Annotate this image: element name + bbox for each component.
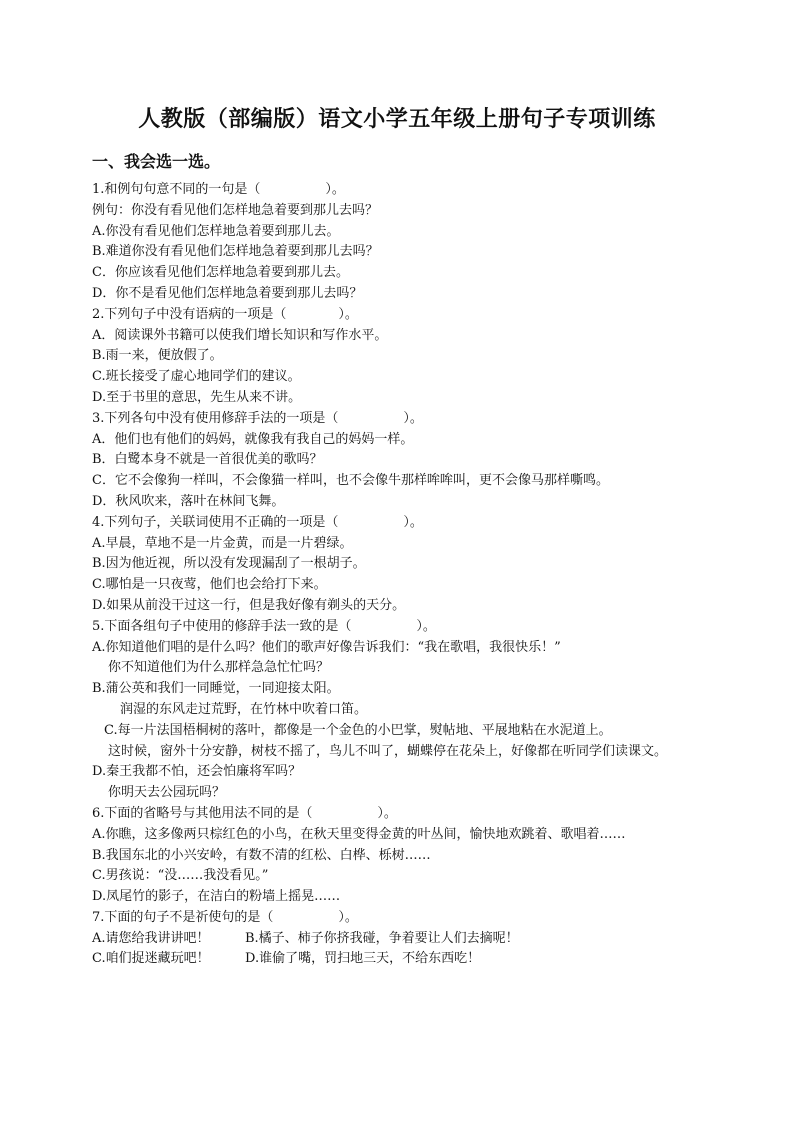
- question-5-option-a-line1: A.你知道他们唱的是什么吗？他们的歌声好像告诉我们：“我在歌唱，我很快乐！”: [92, 639, 561, 655]
- question-7-stem: 7.下面的句子不是祈使句的是（ ）。: [92, 909, 358, 925]
- question-3-option-d: D．秋风吹来，落叶在林间飞舞。: [92, 493, 285, 509]
- question-1-option-d: D．你不是看见他们怎样地急着要到那儿去吗？: [92, 285, 363, 301]
- question-3-option-a: A．他们也有他们的妈妈，就像我有我自己的妈妈一样。: [92, 431, 414, 447]
- question-1-option-b: B.难道你没有看见他们怎样地急着要到那儿去吗？: [92, 244, 379, 260]
- question-2-option-c: C.班长接受了虚心地同学们的建议。: [92, 369, 301, 385]
- question-7-option-d: D.谁偷了嘴，罚扫地三天，不给东西吃！: [245, 951, 481, 967]
- question-5-option-d-line1: D.秦王我都不怕，还会怕廉将军吗？: [92, 764, 302, 780]
- section-heading: 一、我会选一选。: [92, 152, 221, 171]
- question-5-option-a-line2: 你不知道他们为什么那样急急忙忙吗？: [108, 660, 330, 676]
- question-5-option-c-line2: 这时候，窗外十分安静，树枝不摇了，鸟儿不叫了，蝴蝶停在花朵上，好像都在听同学们读课文。: [108, 743, 668, 759]
- question-4-option-d: D.如果从前没干过这一行，但是我好像有剃头的天分。: [92, 597, 406, 613]
- question-1-option-c: C．你应该看见他们怎样地急着要到那儿去。: [92, 265, 349, 281]
- question-6-option-c: C.男孩说：“没……我没看见。”: [92, 868, 269, 884]
- question-4-option-c: C.哪怕是一只夜莺，他们也会给打下来。: [92, 577, 327, 593]
- page-title: 人教版（部编版）语文小学五年级上册句子专项训练: [138, 106, 656, 132]
- question-4-option-a: A.早晨，草地不是一片金黄，而是一片碧绿。: [92, 535, 353, 551]
- question-3-stem: 3.下列各句中没有使用修辞手法的一项是（ ）。: [92, 410, 423, 426]
- question-1-stem: 1.和例句句意不同的一句是（ ）。: [92, 182, 345, 197]
- question-4-stem: 4.下列句子，关联词使用不正确的一项是（ ）。: [92, 514, 423, 530]
- question-7-options-row-1: [92, 929, 732, 950]
- question-5-option-d-line2: 你明天去公园玩吗？: [108, 785, 226, 801]
- question-2-stem: 2.下列句子中没有语病的一项是（ ）。: [92, 306, 358, 322]
- question-7-option-b: B.橘子、柿子你挤我碰，争着要让人们去摘呢！: [245, 930, 519, 946]
- question-2-option-b: B.雨一来，便放假了。: [92, 348, 223, 364]
- question-1-example: 例句：你没有看见他们怎样地急着要到那儿去吗？: [92, 202, 379, 218]
- question-4-option-b: B.因为他近视，所以没有发现漏刮了一根胡子。: [92, 556, 366, 572]
- question-5-option-b-line1: B.蒲公英和我们一同睡觉，一同迎接太阳。: [92, 681, 340, 697]
- question-6-option-a: A.你瞧，这多像两只棕红色的小鸟，在秋天里变得金黄的叶丛间，愉快地欢跳着、歌唱着……: [92, 826, 626, 842]
- question-6-option-d: D.凤尾竹的影子，在洁白的粉墙上摇晃……: [92, 889, 341, 905]
- question-3-option-b: B．白鹭本身不就是一首很优美的歌吗？: [92, 452, 323, 468]
- question-5-stem: 5.下面各组句子中使用的修辞手法一致的是（ ）。: [92, 618, 436, 634]
- question-6-stem: 6.下面的省略号与其他用法不同的是（ ）。: [92, 805, 397, 821]
- question-6-option-b: B.我国东北的小兴安岭，有数不清的红松、白桦、栎树……: [92, 847, 431, 863]
- question-1-option-a: A.你没有看见他们怎样地急着要到那儿去。: [92, 223, 340, 239]
- question-7-options-row-2: [92, 949, 732, 970]
- question-7-option-a: A.请您给我讲讲吧！: [92, 930, 210, 946]
- question-2-option-d: D.至于书里的意思，先生从来不讲。: [92, 389, 302, 405]
- question-7-option-c: C.咱们捉迷藏玩吧！: [92, 951, 210, 967]
- question-5-option-c-line1: C.每一片法国梧桐树的落叶，都像是一个金色的小巴掌，熨帖地、平展地粘在水泥道上。: [104, 722, 612, 738]
- question-list: [92, 180, 732, 970]
- question-2-option-a: A．阅读课外书籍可以使我们增长知识和写作水平。: [92, 327, 388, 343]
- question-3-option-c: C．它不会像狗一样叫，不会像猫一样叫，也不会像牛那样哞哞叫，更不会像马那样嘶鸣。: [92, 473, 609, 489]
- question-5-option-b-line2: 润湿的东风走过荒野，在竹林中吹着口笛。: [120, 701, 368, 717]
